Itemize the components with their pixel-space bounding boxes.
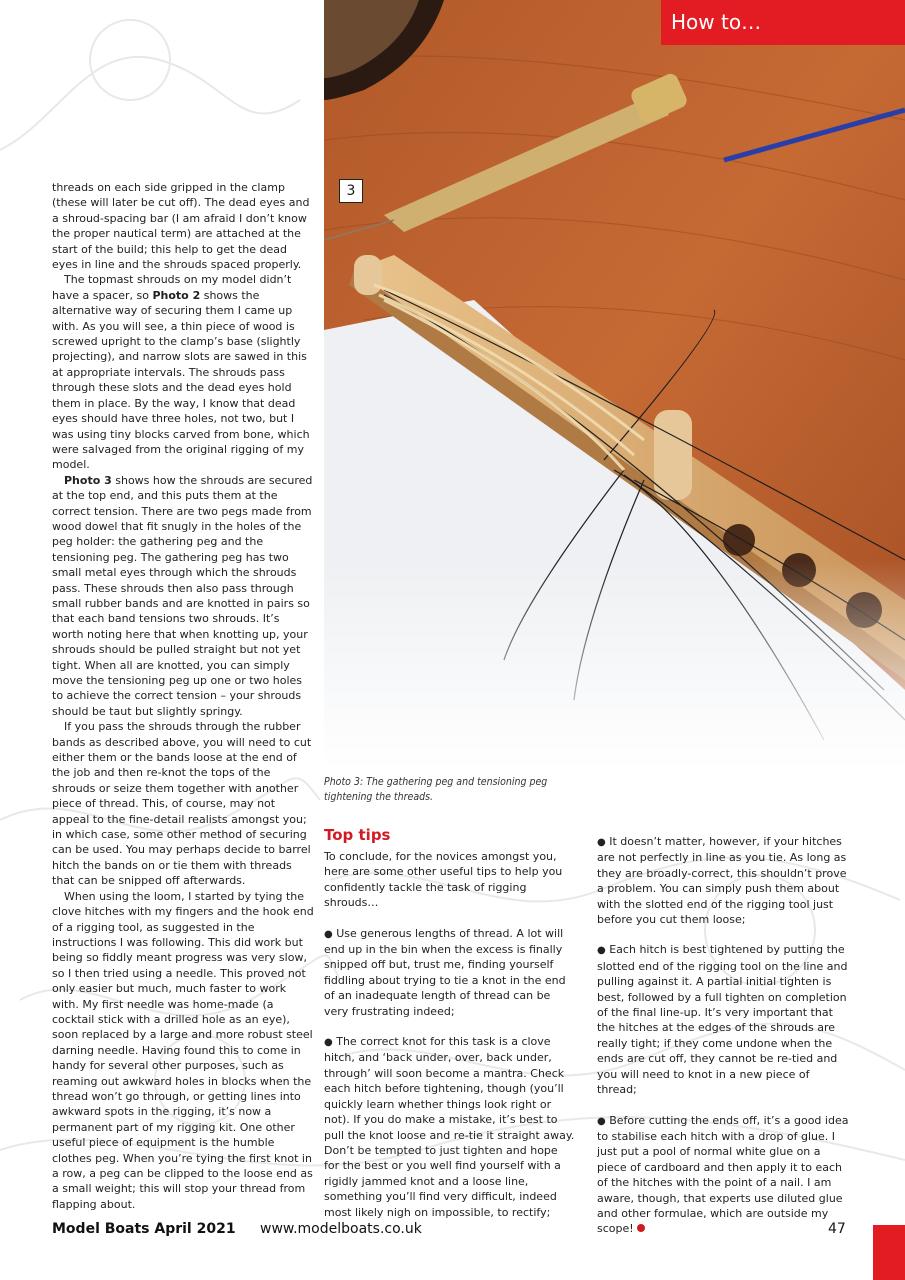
top-tips-column-2 (597, 834, 849, 1252)
photo-3 (324, 0, 905, 770)
footer (52, 1221, 422, 1237)
paragraph: When using the loom, I started by tying the clove hitches with my fingers and the hook end of a rigging tool, as suggested in the instructions I was following. This did work but being so fiddly meant progress was very slow, so I then tried using a needle. This proved not only easier but much, much faster to work with. My first needle was home-made (a cocktail stick with a drilled hole as an eye), soon replaced by a large and more robust steel darning needle. Having found this to come in handy for several other purposes, such as reaming out awkward holes in blocks when the thread won’t go through, or getting lines into awkward spots in the rigging, it’s now a permanent part of my rigging kit. One other useful piece of equipment is the humble clothes peg. When you’re tying the first knot in a row, a peg can be clipped to the loose end as a small weight; this will stop your thread from flapping about. (52, 889, 314, 1211)
bullet-icon: ● (324, 1037, 333, 1049)
article-column-1 (52, 180, 314, 1212)
top-tips-heading: Top tips (324, 826, 391, 844)
photo-caption: Photo 3: The gathering peg and tensioning peg tightening the threads. (324, 776, 548, 803)
tips-intro: To conclude, for the novices amongst you, here are some other useful tips to help you confidently tackle the task of rigging shrouds… (324, 850, 563, 910)
photo-number: 3 (339, 179, 363, 203)
tip-item: ● Each hitch is best tightened by putting the slotted end of the rigging tool on the line and pulling against it. A partial initial tighten is best, followed by a full tighten on completion of the final line-up. It’s very important that the hitches at the edges of the shrouds are really tight; if they come undone when the ends are cut off, they cannot be re-tied and you will need to knot in a new piece of thread; (597, 943, 848, 1097)
paragraph: Photo 3 shows how the shrouds are secured at the top end, and this puts them at the correct tension. There are two pegs made from wood dowel that fit snugly in the holes of the peg holder: the gathering peg and the tensioning peg. The gathering peg has two small metal eyes through which the shrouds pass. These shrouds then also pass through small rubber bands and are knotted in pairs so that each band tensions two shrouds. It’s worth noting here that when knotting up, your shrouds should be pulled straight but not yet tight. When all are knotted, you can simply move the tensioning peg up one or two holes to achieve the correct tension – your shrouds should be taut but slightly springy. (52, 473, 313, 718)
magazine-title: Model Boats April 2021 (52, 1221, 236, 1237)
bullet-icon: ● (597, 1115, 606, 1127)
bullet-icon: ● (597, 945, 606, 957)
tip-item: ● It doesn’t matter, however, if your hitches are not perfectly in line as you tie. As long as they are broadly-correct, this shouldn’t prove a problem. You can simply push them about with the slotted end of the rigging tool just before you cut them loose; (597, 835, 847, 927)
tip-item: ● Before cutting the ends off, it’s a good idea to stabilise each hitch with a drop of glue. I just put a pool of normal white glue on a piece of cardboard and then apply it to each of the hitches with the point of a nail. I am aware, though, that experts use diluted glue and other formulae, which are outside my scope! (597, 1113, 849, 1236)
bullet-icon: ● (597, 837, 606, 848)
paragraph: If you pass the shrouds through the rubber bands as described above, you will need to cut either them or the bands loose at the end of the job and then re-knot the tops of the shrouds or seize them together with another piece of thread. This, of course, may not appeal to the fine-detail realists amongst you; in which case, some other method of securing can be used. You may perhaps decide to barrel hitch the bands on or tie them with threads that can be snipped off afterwards. (52, 720, 312, 888)
tip-item: ● The correct knot for this task is a clove hitch, and ‘back under, over, back under, through’ will soon become a mantra. Check each hitch before tightening, though (you’ll quickly learn whether things look right or not). If you do make a mistake, it’s best to pull the knot loose and re-tie it straight away. Don’t be tempted to just tighten and hope for the best or you well find yourself with a rigidly jammed knot and a loose line, something you’ll find very difficult, indeed most likely nigh on impossible, to rectify; (324, 1035, 575, 1219)
page-number: 47 (828, 1221, 846, 1237)
bullet-icon: ● (324, 928, 333, 940)
tip-item: ● Use generous lengths of thread. A lot will end up in the bin when the excess is finally snipped off but, trust me, finding yourself fiddling about trying to tie a knot in the end of an inadequate length of thread can be very frustrating indeed; (324, 926, 566, 1018)
section-badge: How to… (661, 0, 905, 45)
corner-tab (873, 1225, 905, 1280)
end-mark-icon (637, 1224, 645, 1232)
top-tips-column-1 (324, 825, 576, 1235)
paragraph: threads on each side gripped in the clamp (these will later be cut off). The dead eyes and a shroud-spacing bar (I am afraid I don’t know the proper nautical term) are attached at the start of the build; this help to get the dead eyes in line and the shrouds spaced properly. (52, 181, 310, 272)
paragraph: The topmast shrouds on my model didn’t have a spacer, so Photo 2 shows the alternative way of securing them I came up with. As you will see, a thin piece of wood is screwed upright to the clamp’s base (slightly projecting), and narrow slots are sawed in this at appropriate intervals. The shrouds pass through these slots and the dead eyes hold them in place. By the way, I know that dead eyes should have three holes, not two, but I was using tiny blocks carved from bone, which were salvaged from the original rigging of my model. (52, 273, 310, 472)
website-link[interactable]: www.modelboats.co.uk (260, 1221, 422, 1237)
